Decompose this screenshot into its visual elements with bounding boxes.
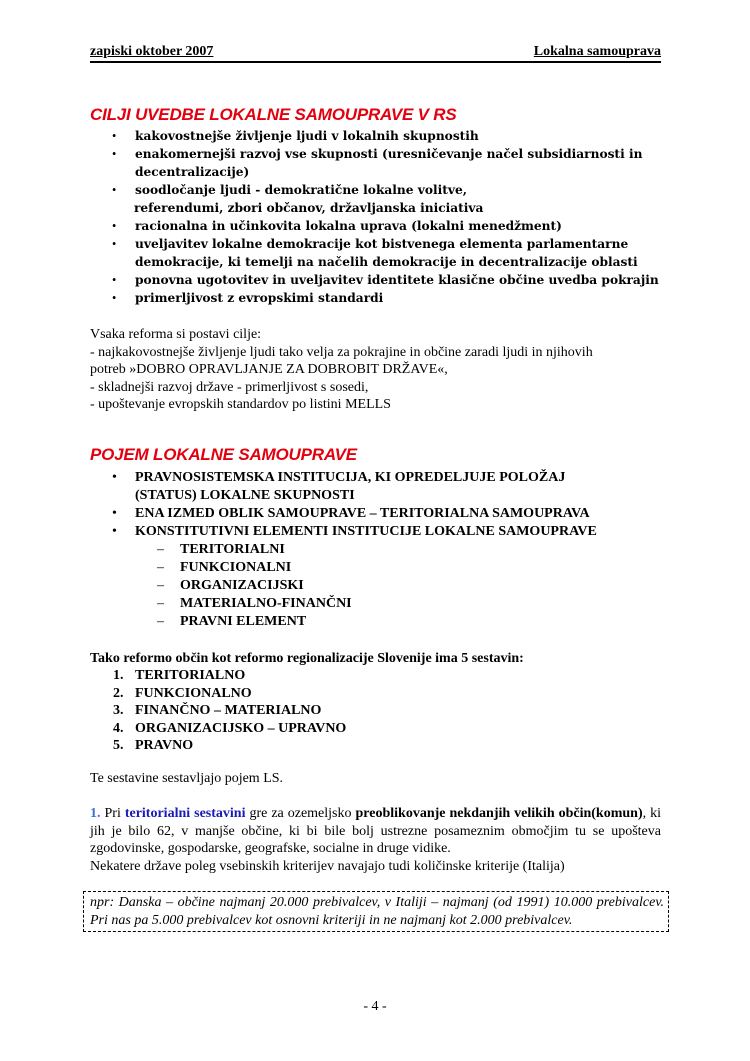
list-item: • KONSTITUTIVNI ELEMENTI INSTITUCIJE LOKALNE SAMOUPRAVE [112,524,597,539]
bullet-icon: • [112,291,117,305]
page-number: - 4 - [363,999,387,1014]
sub-list-item: – TERITORIALNI [157,542,285,557]
highlighted-term: teritorialni sestavini [124,806,246,821]
list-item-continuation: decentralizacije) [135,165,250,179]
bullet-icon: • [112,147,117,161]
list-item: 3. FINANČNO – MATERIALNO [113,703,322,718]
dash-icon: – [157,560,164,575]
list-item: 1. TERITORIALNO [113,668,246,683]
section-heading-goals: CILJI UVEDBE LOKALNE SAMOUPRAVE V RS [90,105,457,124]
bullet-icon: • [112,237,117,251]
components-outro: Te sestavine sestavljajo pojem LS. [90,771,284,786]
dash-icon: – [157,596,164,611]
list-item: 4. ORGANIZACIJSKO – UPRAVNO [113,720,347,736]
paragraph-number: 1. [90,806,101,821]
reform-paragraph: Vsaka reforma si postavi cilje: - najkakovostnejše življenje ljudi tako velja za pokrajine in občine zaradi ljudi in njihovih potreb »DOBRO OPRAVLJANJE ZA DOBROBIT DRŽAVE«, - skladnejši razvoj države - primerljivost s sosedi, - upoštevanje evropskih standardov po listini MELLS [90,327,593,412]
section-heading-concept: POJEM LOKALNE SAMOUPRAVE [90,445,357,464]
bullet-icon: • [112,506,117,521]
bullet-icon: • [112,219,117,233]
list-item: • soodločanje ljudi - demokratične lokalne volitve, [112,183,467,197]
concept-list [90,469,661,631]
list-item: • ponovna ugotovitev in uveljavitev identitete klasične občine uvedba pokrajin [112,273,659,287]
dash-icon: – [157,578,164,593]
bullet-icon: • [112,470,117,485]
list-item: • PRAVNOSISTEMSKA INSTITUCIJA, KI OPREDELJUJE POLOŽAJ [112,470,566,485]
list-item-continuation: referendumi, zbori občanov, državljanska iniciativa [134,201,484,215]
list-item: 2. FUNKCIONALNO [113,685,252,701]
sub-list-item: – ORGANIZACIJSKI [157,578,304,593]
dash-icon: – [157,614,164,629]
list-item: • ENA IZMED OBLIK SAMOUPRAVE – TERITORIALNA SAMOUPRAVA [112,506,590,521]
bullet-icon: • [112,129,117,143]
list-item-continuation: demokracije, ki temelji na načelih demokracije in decentralizacije oblasti [135,255,638,269]
goals-list [90,127,661,307]
sub-list-item: – MATERIALNO-FINANČNI [157,596,352,611]
list-item: • uveljavitev lokalne demokracije kot bistvenega elementa parlamentarne [112,237,629,251]
bullet-icon: • [112,273,117,287]
header-right: Lokalna samouprava [533,44,661,59]
sub-list-item: – FUNKCIONALNI [157,560,292,575]
list-item: • kakovostnejše življenje ljudi v lokalnih skupnostih [112,129,479,143]
running-header [90,44,661,63]
components-list [90,667,346,755]
bullet-icon: • [112,524,117,539]
bold-phrase: preoblikovanje nekdanjih velikih občin(komun) [355,806,643,821]
list-item: • primerljivost z evropskimi standardi [112,291,384,305]
components-intro: Tako reformo občin kot reformo regionalizacije Slovenije ima 5 sestavin: [90,651,524,666]
bullet-icon: • [112,183,117,197]
example-note-box: npr: Danska – občine najmanj 20.000 prebivalcev, v Italiji – najmanj (od 1991) 10.000 prebivalcev. Pri nas pa 5.000 prebivalcev kot osnovni kriteriji in ne najmanj kot 2.000 prebivalcev. [83,891,669,932]
list-item-continuation: (STATUS) LOKALNE SKUPNOSTI [135,488,355,503]
list-item: • racionalna in učinkovita lokalna uprava (lokalni menedžment) [112,219,562,233]
sub-list-item: – PRAVNI ELEMENT [157,614,307,629]
territorial-paragraph: 1. Pri teritorialni sestavini gre za ozemeljsko preoblikovanje nekdanjih velikih občin(komun), ki jih je bilo 62, v manjše občine, ki bi bile bolj ustrezne posameznim območjim tu se upošteva zgodovinske, gospodarske, geografske, socialne in druge vidike. Nekatere države poleg vsebinskih kriterijev navajajo tudi količinske kriterije (Italija) [90,806,662,874]
list-item: 5. PRAVNO [113,738,194,753]
header-left: zapiski oktober 2007 [90,44,214,59]
dash-icon: – [157,542,164,557]
list-item: • enakomernejši razvoj vse skupnosti (uresničevanje načel subsidiarnosti in [112,147,643,161]
